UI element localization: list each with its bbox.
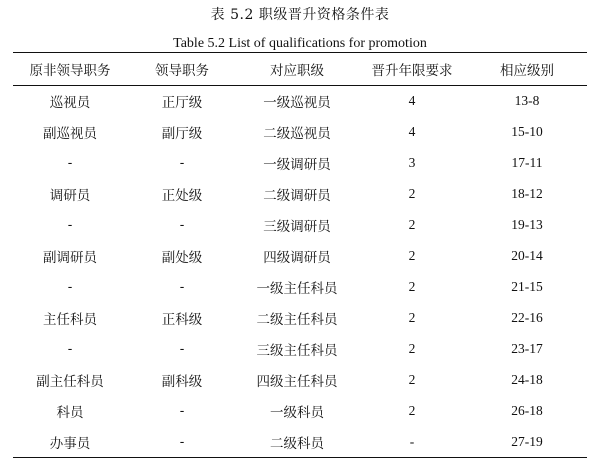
cell-years-required: 2 [408, 403, 416, 418]
cell-leadership-position: 副科级 [161, 374, 203, 390]
cell-corresponding-rank: 一级巡视员 [263, 95, 331, 112]
table-row [13, 365, 587, 396]
cell-leadership-position: 副处级 [161, 250, 203, 266]
cell-years-required: 4 [408, 124, 416, 139]
cell-grade-level: 21-15 [511, 279, 543, 294]
cell-original-position: 调研员 [49, 188, 91, 204]
cell-leadership-position: - [179, 403, 185, 419]
cell-years-required: 2 [408, 186, 416, 201]
table-row [13, 179, 587, 210]
table-row [13, 241, 587, 272]
header-grade-level: 相应级别 [467, 53, 587, 86]
table-row [13, 272, 587, 303]
qualification-table [13, 52, 587, 458]
table-header-row [13, 53, 587, 86]
cell-original-position: 副巡视员 [43, 126, 97, 142]
cell-leadership-position: - [179, 155, 185, 171]
cell-years-required: 4 [408, 93, 416, 109]
cell-grade-level: 22-16 [511, 310, 543, 325]
cell-original-position: 科员 [56, 405, 84, 421]
table-row [13, 117, 587, 148]
cell-original-position: 主任科员 [43, 312, 97, 328]
cell-original-position: 巡视员 [49, 95, 91, 112]
cell-leadership-position: 正处级 [161, 188, 203, 204]
cell-years-required: - [357, 427, 467, 458]
cell-leadership-position: 正科级 [161, 312, 203, 328]
table-row [13, 427, 587, 458]
cell-leadership-position: 正厅级 [161, 95, 203, 112]
cell-grade-level: 27-19 [467, 427, 587, 458]
cell-corresponding-rank: 四级主任科员 [256, 374, 338, 390]
cell-corresponding-rank: 一级主任科员 [256, 281, 338, 297]
header-original-position: 原非领导职务 [13, 53, 127, 86]
cell-corresponding-rank: 三级调研员 [263, 219, 331, 235]
cell-years-required: 2 [408, 310, 416, 325]
cell-corresponding-rank: 三级主任科员 [256, 343, 338, 359]
table-row [13, 303, 587, 334]
cell-years-required: 2 [408, 372, 416, 387]
table-row [13, 210, 587, 241]
cell-corresponding-rank: 二级科员 [237, 427, 357, 458]
cell-leadership-position: - [179, 217, 185, 233]
cell-corresponding-rank: 二级主任科员 [256, 312, 338, 328]
table-row [13, 148, 587, 179]
cell-grade-level: 24-18 [511, 372, 543, 387]
cell-grade-level: 23-17 [511, 341, 543, 356]
cell-leadership-position: - [179, 341, 185, 357]
table-caption-english: Table 5.2 List of qualifications for promotion [173, 36, 427, 51]
cell-original-position: 副主任科员 [36, 374, 104, 390]
cell-grade-level: 19-13 [511, 217, 543, 232]
cell-corresponding-rank: 四级调研员 [263, 250, 331, 266]
cell-leadership-position: 副厅级 [161, 126, 203, 142]
cell-years-required: 2 [408, 248, 416, 263]
cell-corresponding-rank: 一级调研员 [263, 157, 331, 173]
header-leadership-position: 领导职务 [127, 53, 237, 86]
cell-corresponding-rank: 一级科员 [270, 405, 324, 421]
cell-original-position: - [67, 341, 73, 357]
cell-grade-level: 18-12 [511, 186, 543, 201]
cell-years-required: 3 [408, 155, 416, 170]
cell-corresponding-rank: 二级调研员 [263, 188, 331, 204]
cell-leadership-position: - [179, 279, 185, 295]
cell-original-position: 办事员 [13, 427, 127, 458]
cell-corresponding-rank: 二级巡视员 [263, 126, 331, 142]
cell-original-position: 副调研员 [43, 250, 97, 266]
cell-grade-level: 15-10 [511, 124, 543, 139]
table-row [13, 86, 587, 117]
table-row [13, 334, 587, 365]
cell-years-required: 2 [408, 279, 416, 294]
cell-leadership-position: - [127, 427, 237, 458]
cell-original-position: - [67, 155, 73, 171]
cell-grade-level: 13-8 [514, 93, 540, 109]
cell-grade-level: 20-14 [511, 248, 543, 263]
table-row [13, 396, 587, 427]
cell-original-position: - [67, 217, 73, 233]
header-years-required: 晋升年限要求 [357, 53, 467, 86]
cell-years-required: 2 [408, 217, 416, 232]
cell-years-required: 2 [408, 341, 416, 356]
cell-grade-level: 17-11 [511, 155, 543, 170]
cell-original-position: - [67, 279, 73, 295]
cell-grade-level: 26-18 [511, 403, 543, 418]
table-caption-chinese: 表 5.2 职级晋升资格条件表 [210, 7, 390, 23]
header-corresponding-rank: 对应职级 [237, 53, 357, 86]
